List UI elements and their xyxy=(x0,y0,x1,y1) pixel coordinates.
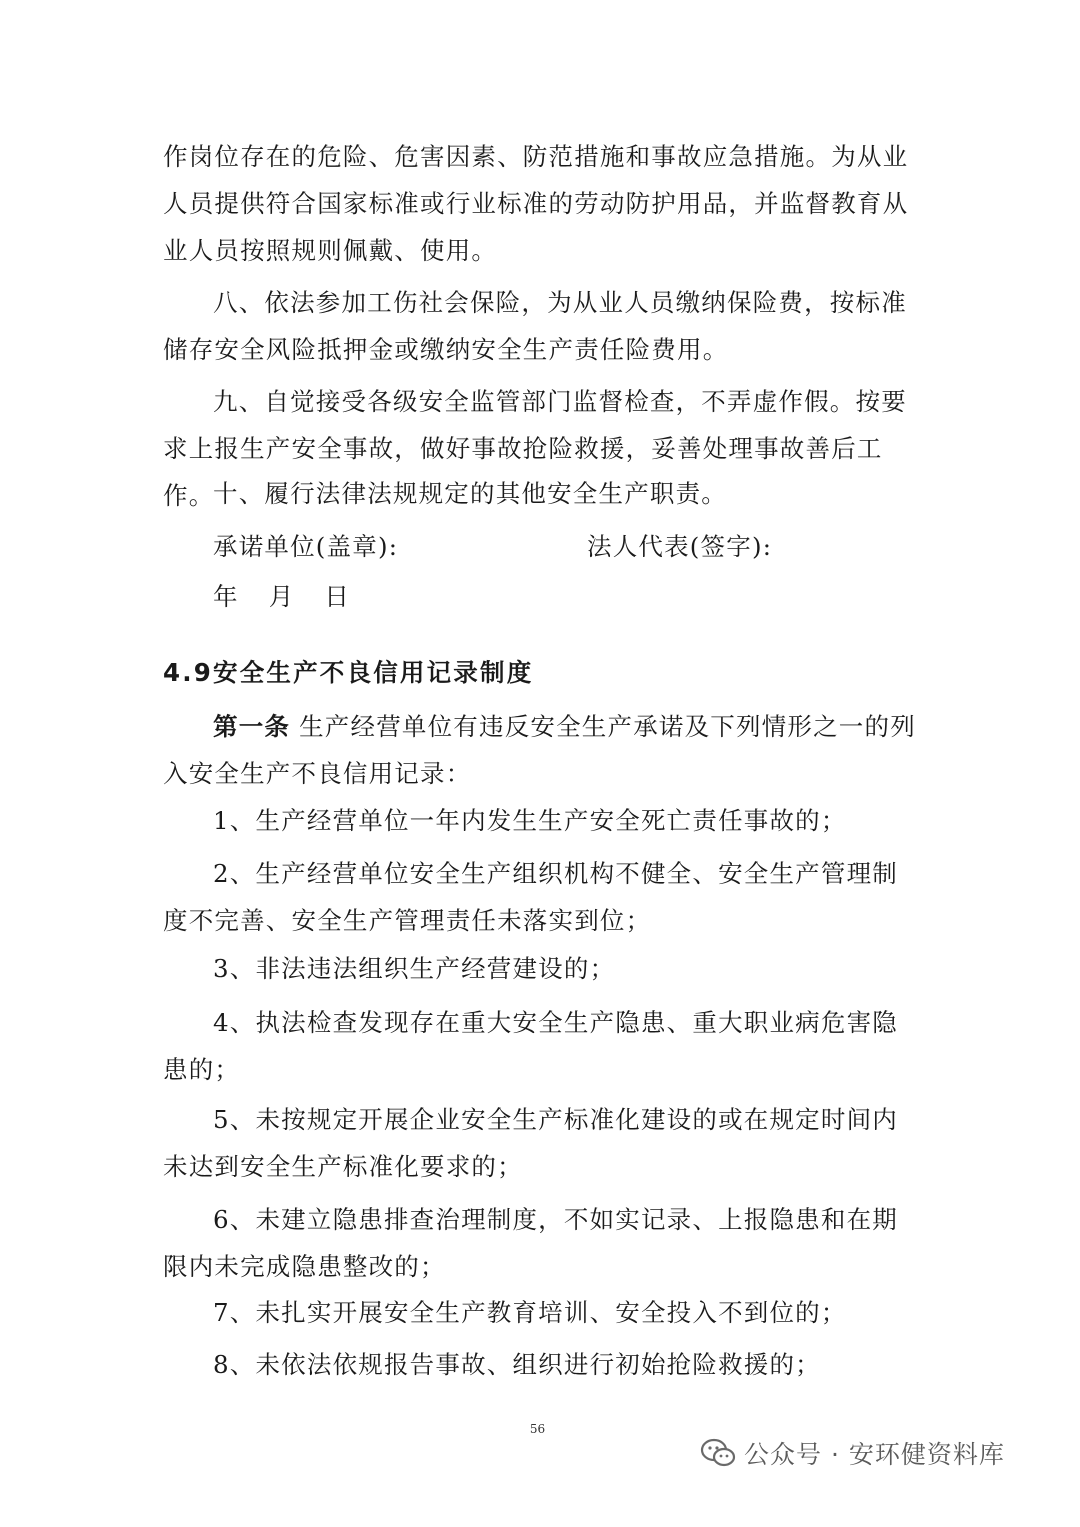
paragraph-item-9: 九、自觉接受各级安全监管部门监督检查，不弄虚作假。按要求上报生产安全事故，做好事故抢险救援，妥善处理事故善后工作。 xyxy=(163,387,907,510)
watermark-text: 公众号 · 安环健资料库 xyxy=(744,1440,1005,1469)
list-item: 8、未依法依规报告事故、组织进行初始抢险救援的； xyxy=(213,1350,821,1379)
paragraph-item-10: 十、履行法律法规规定的其他安全生产职责。 xyxy=(213,479,727,508)
list-item: 2、生产经营单位安全生产组织机构不健全、安全生产管理制度不完善、安全生产管理责任未落实到位； xyxy=(163,859,898,935)
date-year: 年 xyxy=(213,582,239,611)
date-month: 月 xyxy=(268,582,295,611)
list-item: 5、未按规定开展企业安全生产标准化建设的或在规定时间内未达到安全生产标准化要求的； xyxy=(163,1105,898,1181)
list-item: 7、未扎实开展安全生产教育培训、安全投入不到位的； xyxy=(213,1298,847,1327)
article-1-label: 第一条 xyxy=(213,712,291,741)
signature-rep-label: 法人代表(签字): xyxy=(587,532,773,561)
wechat-icon xyxy=(700,1438,736,1468)
signature-date xyxy=(213,578,350,613)
paragraph-continued: 作岗位存在的危险、危害因素、防范措施和事故应急措施。为从业人员提供符合国家标准或行业标准的劳动防护用品，并监督教育从业人员按照规则佩戴、使用。 xyxy=(163,142,909,265)
signature-unit-label: 承诺单位(盖章): xyxy=(213,532,399,561)
list-item: 3、非法违法组织生产经营建设的； xyxy=(213,954,616,983)
page-number: 56 xyxy=(529,1422,546,1436)
date-day: 日 xyxy=(324,582,351,611)
watermark xyxy=(700,1428,1005,1478)
article-1-text: 生产经营单位有违反安全生产承诺及下列情形之一的列入安全生产不良信用记录： xyxy=(163,712,916,788)
section-heading: 4.9安全生产不良信用记录制度 xyxy=(163,658,534,687)
paragraph-item-8: 八、依法参加工伤社会保险，为从业人员缴纳保险费，按标准储存安全风险抵押金或缴纳安全生产责任险费用。 xyxy=(163,288,907,364)
list-item: 6、未建立隐患排查治理制度，不如实记录、上报隐患和在期限内未完成隐患整改的； xyxy=(163,1205,898,1281)
article-1 xyxy=(163,703,923,797)
list-item: 4、执法检查发现存在重大安全生产隐患、重大职业病危害隐患的； xyxy=(163,1008,898,1084)
list-item: 1、生产经营单位一年内发生生产安全死亡责任事故的； xyxy=(213,806,847,835)
